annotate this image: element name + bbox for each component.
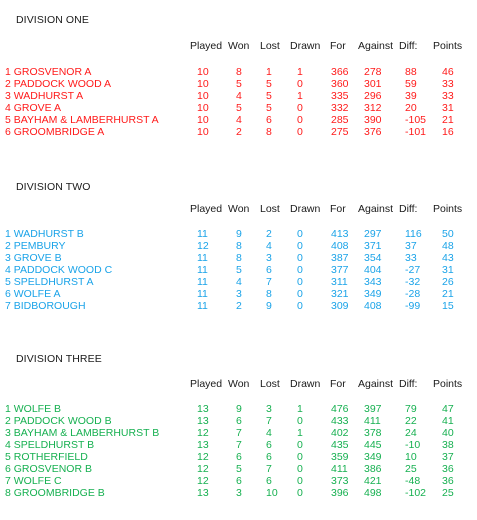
cell-points: 40 <box>442 427 454 439</box>
cell-for: 359 <box>331 451 349 463</box>
cell-drawn: 1 <box>297 427 303 439</box>
cell-lost: 7 <box>266 415 272 427</box>
cell-diff: 22 <box>405 415 417 427</box>
cell-against: 386 <box>364 463 382 475</box>
team-label: WADHURST B <box>13 228 84 240</box>
cell-lost: 5 <box>266 102 272 114</box>
column-header-lost: Lost <box>260 40 280 52</box>
cell-won: 2 <box>236 300 242 312</box>
table-row <box>0 114 477 126</box>
team-name <box>5 463 92 475</box>
table-row <box>0 276 477 288</box>
cell-against: 411 <box>364 415 381 427</box>
cell-against: 349 <box>364 451 382 463</box>
team-name <box>5 427 159 439</box>
cell-for: 360 <box>331 78 349 90</box>
cell-for: 321 <box>331 288 349 300</box>
cell-for: 433 <box>331 415 349 427</box>
cell-drawn: 0 <box>297 264 303 276</box>
cell-diff: 39 <box>405 90 417 102</box>
cell-played: 13 <box>197 403 209 415</box>
cell-diff: -10 <box>405 439 421 451</box>
cell-lost: 1 <box>266 66 272 78</box>
cell-diff: 59 <box>405 78 417 90</box>
cell-against: 278 <box>364 66 382 78</box>
cell-played: 10 <box>197 114 209 126</box>
cell-drawn: 0 <box>297 126 303 138</box>
column-header-for: For <box>330 203 346 215</box>
cell-points: 31 <box>442 264 454 276</box>
cell-against: 408 <box>364 300 382 312</box>
cell-played: 10 <box>197 90 209 102</box>
team-name <box>5 403 61 415</box>
table-row <box>0 475 477 487</box>
cell-against: 297 <box>364 228 382 240</box>
table-row <box>0 451 477 463</box>
cell-for: 377 <box>331 264 349 276</box>
cell-points: 46 <box>442 66 454 78</box>
cell-for: 413 <box>331 228 349 240</box>
cell-diff: -102 <box>405 487 427 499</box>
position-number: 6 <box>5 288 11 300</box>
team-name <box>5 102 61 114</box>
cell-won: 6 <box>236 475 242 487</box>
cell-lost: 9 <box>266 300 272 312</box>
team-label: PADDOCK WOOD C <box>13 264 113 276</box>
cell-for: 411 <box>331 463 348 475</box>
cell-points: 38 <box>442 439 454 451</box>
cell-lost: 5 <box>266 90 272 102</box>
cell-against: 445 <box>364 439 382 451</box>
cell-drawn: 0 <box>297 228 303 240</box>
cell-for: 332 <box>331 102 349 114</box>
cell-against: 378 <box>364 427 382 439</box>
table-row <box>0 252 477 264</box>
column-header-lost: Lost <box>260 203 280 215</box>
team-label: WOLFE B <box>13 403 62 415</box>
cell-for: 366 <box>331 66 349 78</box>
cell-lost: 7 <box>266 463 272 475</box>
table-row <box>0 300 477 312</box>
cell-against: 404 <box>364 264 382 276</box>
column-header-diff: Diff: <box>399 40 418 52</box>
cell-played: 11 <box>197 252 208 264</box>
column-header-won: Won <box>228 203 250 215</box>
team-label: WOLFE C <box>13 475 62 487</box>
column-header-drawn: Drawn <box>290 378 321 390</box>
table-row <box>0 66 477 78</box>
column-header-played: Played <box>190 378 223 390</box>
team-name <box>5 276 94 288</box>
cell-lost: 3 <box>266 252 272 264</box>
team-name <box>5 78 111 90</box>
cell-against: 421 <box>364 475 382 487</box>
position-number: 4 <box>5 102 11 114</box>
cell-won: 5 <box>236 463 242 475</box>
table-row <box>0 264 477 276</box>
table-row <box>0 90 477 102</box>
table-row <box>0 288 477 300</box>
cell-diff: -27 <box>405 264 421 276</box>
position-number: 7 <box>5 475 11 487</box>
team-label: GROSVENOR A <box>13 66 92 78</box>
team-name <box>5 240 66 252</box>
column-header-diff: Diff: <box>399 203 418 215</box>
division-title: DIVISION TWO <box>16 181 91 193</box>
cell-points: 33 <box>442 90 454 102</box>
cell-diff: -99 <box>405 300 421 312</box>
table-row <box>0 102 477 114</box>
cell-diff: 116 <box>405 228 422 240</box>
cell-for: 402 <box>331 427 349 439</box>
cell-lost: 6 <box>266 264 272 276</box>
cell-drawn: 1 <box>297 90 303 102</box>
team-name <box>5 288 60 300</box>
team-name <box>5 487 105 499</box>
team-label: SPELDHURST B <box>13 439 95 451</box>
cell-points: 41 <box>442 415 454 427</box>
cell-diff: -48 <box>405 475 421 487</box>
position-number: 7 <box>5 300 11 312</box>
cell-drawn: 0 <box>297 252 303 264</box>
position-number: 3 <box>5 427 11 439</box>
cell-won: 9 <box>236 403 242 415</box>
cell-points: 31 <box>442 102 454 114</box>
position-number: 4 <box>5 439 11 451</box>
cell-played: 11 <box>197 276 208 288</box>
cell-against: 390 <box>364 114 382 126</box>
column-header-for: For <box>330 378 346 390</box>
team-name <box>5 252 62 264</box>
cell-played: 10 <box>197 78 209 90</box>
team-label: PADDOCK WOOD A <box>13 78 111 90</box>
cell-won: 2 <box>236 126 242 138</box>
cell-won: 9 <box>236 228 242 240</box>
column-header-against: Against <box>358 203 394 215</box>
cell-diff: 79 <box>405 403 417 415</box>
cell-drawn: 0 <box>297 415 303 427</box>
team-name <box>5 114 159 126</box>
cell-diff: 25 <box>405 463 417 475</box>
cell-drawn: 0 <box>297 300 303 312</box>
position-number: 5 <box>5 114 11 126</box>
cell-won: 8 <box>236 66 242 78</box>
position-number: 2 <box>5 415 11 427</box>
table-row <box>0 126 477 138</box>
cell-against: 343 <box>364 276 382 288</box>
cell-won: 4 <box>236 90 242 102</box>
column-header-for: For <box>330 40 346 52</box>
cell-for: 373 <box>331 475 349 487</box>
column-header-diff: Diff: <box>399 378 418 390</box>
cell-diff: 88 <box>405 66 417 78</box>
column-header-against: Against <box>358 40 394 52</box>
cell-drawn: 0 <box>297 288 303 300</box>
cell-for: 275 <box>331 126 349 138</box>
team-label: GROSVENOR B <box>13 463 92 475</box>
cell-points: 36 <box>442 463 454 475</box>
cell-won: 4 <box>236 114 242 126</box>
position-number: 1 <box>5 403 11 415</box>
cell-lost: 5 <box>266 78 272 90</box>
cell-won: 5 <box>236 78 242 90</box>
cell-diff: -28 <box>405 288 421 300</box>
team-label: WOLFE A <box>13 288 61 300</box>
column-header-points: Points <box>433 203 463 215</box>
cell-played: 12 <box>197 240 209 252</box>
cell-for: 285 <box>331 114 349 126</box>
cell-points: 37 <box>442 451 454 463</box>
cell-lost: 4 <box>266 427 272 439</box>
column-header-points: Points <box>433 378 463 390</box>
cell-played: 11 <box>197 288 208 300</box>
position-number: 3 <box>5 252 11 264</box>
cell-won: 3 <box>236 288 242 300</box>
cell-for: 408 <box>331 240 349 252</box>
cell-for: 396 <box>331 487 349 499</box>
position-number: 6 <box>5 463 11 475</box>
column-header-lost: Lost <box>260 378 280 390</box>
team-label: BAYHAM & LAMBERHURST A <box>13 114 159 126</box>
cell-points: 36 <box>442 475 454 487</box>
cell-lost: 8 <box>266 288 272 300</box>
cell-played: 13 <box>197 415 209 427</box>
cell-against: 349 <box>364 288 382 300</box>
cell-points: 16 <box>442 126 454 138</box>
cell-for: 311 <box>331 276 348 288</box>
cell-drawn: 0 <box>297 114 303 126</box>
table-row <box>0 403 477 415</box>
cell-drawn: 0 <box>297 439 303 451</box>
cell-for: 309 <box>331 300 349 312</box>
cell-lost: 7 <box>266 276 272 288</box>
cell-lost: 8 <box>266 126 272 138</box>
cell-played: 11 <box>197 264 208 276</box>
table-row <box>0 427 477 439</box>
table-row <box>0 415 477 427</box>
cell-points: 26 <box>442 276 454 288</box>
cell-against: 301 <box>364 78 382 90</box>
cell-for: 335 <box>331 90 349 102</box>
team-label: ROTHERFIELD <box>13 451 88 463</box>
team-label: PADDOCK WOOD B <box>13 415 112 427</box>
cell-drawn: 0 <box>297 475 303 487</box>
cell-drawn: 1 <box>297 403 303 415</box>
table-row <box>0 487 477 499</box>
cell-diff: 20 <box>405 102 417 114</box>
cell-points: 21 <box>442 288 454 300</box>
team-name <box>5 66 91 78</box>
cell-lost: 10 <box>266 487 278 499</box>
cell-points: 25 <box>442 487 454 499</box>
cell-lost: 6 <box>266 114 272 126</box>
team-label: BIDBOROUGH <box>13 300 86 312</box>
position-number: 8 <box>5 487 11 499</box>
cell-against: 296 <box>364 90 382 102</box>
cell-for: 476 <box>331 403 349 415</box>
table-row <box>0 78 477 90</box>
cell-won: 5 <box>236 264 242 276</box>
cell-diff: 37 <box>405 240 417 252</box>
cell-for: 387 <box>331 252 349 264</box>
team-label: BAYHAM & LAMBERHURST B <box>13 427 160 439</box>
cell-played: 10 <box>197 66 209 78</box>
column-header-drawn: Drawn <box>290 40 321 52</box>
team-name <box>5 475 62 487</box>
cell-drawn: 1 <box>297 66 303 78</box>
cell-lost: 6 <box>266 451 272 463</box>
team-label: GROVE A <box>13 102 62 114</box>
cell-played: 12 <box>197 475 209 487</box>
cell-against: 354 <box>364 252 382 264</box>
team-name <box>5 439 94 451</box>
cell-played: 13 <box>197 439 209 451</box>
column-header-won: Won <box>228 40 250 52</box>
column-header-against: Against <box>358 378 394 390</box>
cell-diff: -105 <box>405 114 427 126</box>
cell-against: 498 <box>364 487 382 499</box>
cell-against: 312 <box>364 102 382 114</box>
cell-points: 43 <box>442 252 454 264</box>
cell-diff: 10 <box>405 451 417 463</box>
cell-drawn: 0 <box>297 102 303 114</box>
cell-played: 11 <box>197 300 208 312</box>
division-title: DIVISION ONE <box>16 14 89 26</box>
cell-drawn: 0 <box>297 78 303 90</box>
cell-points: 48 <box>442 240 454 252</box>
cell-drawn: 0 <box>297 487 303 499</box>
team-name <box>5 90 83 102</box>
cell-against: 376 <box>364 126 382 138</box>
table-row <box>0 439 477 451</box>
team-name <box>5 415 112 427</box>
team-label: GROOMBRIDGE B <box>13 487 105 499</box>
cell-lost: 2 <box>266 228 272 240</box>
position-number: 6 <box>5 126 11 138</box>
cell-played: 10 <box>197 102 209 114</box>
cell-won: 6 <box>236 415 242 427</box>
cell-won: 6 <box>236 451 242 463</box>
cell-won: 3 <box>236 487 242 499</box>
position-number: 1 <box>5 66 11 78</box>
team-label: WADHURST A <box>13 90 84 102</box>
cell-diff: -32 <box>405 276 421 288</box>
position-number: 4 <box>5 264 11 276</box>
cell-won: 8 <box>236 240 242 252</box>
cell-drawn: 0 <box>297 240 303 252</box>
cell-points: 47 <box>442 403 454 415</box>
cell-diff: -101 <box>405 126 427 138</box>
cell-won: 5 <box>236 102 242 114</box>
cell-points: 33 <box>442 78 454 90</box>
column-header-played: Played <box>190 40 223 52</box>
cell-drawn: 0 <box>297 276 303 288</box>
table-row <box>0 463 477 475</box>
cell-won: 7 <box>236 427 242 439</box>
column-header-played: Played <box>190 203 223 215</box>
table-row <box>0 240 477 252</box>
team-label: SPELDHURST A <box>13 276 94 288</box>
team-label: PEMBURY <box>13 240 66 252</box>
cell-played: 12 <box>197 427 209 439</box>
cell-lost: 4 <box>266 240 272 252</box>
cell-points: 15 <box>442 300 454 312</box>
cell-lost: 3 <box>266 403 272 415</box>
team-name <box>5 228 84 240</box>
cell-won: 4 <box>236 276 242 288</box>
team-label: GROVE B <box>13 252 62 264</box>
column-header-won: Won <box>228 378 250 390</box>
team-name <box>5 300 86 312</box>
cell-points: 50 <box>442 228 454 240</box>
cell-drawn: 0 <box>297 451 303 463</box>
cell-played: 12 <box>197 463 209 475</box>
column-header-points: Points <box>433 40 463 52</box>
division-title: DIVISION THREE <box>16 353 102 365</box>
cell-played: 12 <box>197 451 209 463</box>
position-number: 1 <box>5 228 11 240</box>
team-name <box>5 264 112 276</box>
cell-lost: 6 <box>266 475 272 487</box>
cell-diff: 33 <box>405 252 417 264</box>
cell-won: 7 <box>236 439 242 451</box>
position-number: 5 <box>5 276 11 288</box>
cell-against: 371 <box>364 240 382 252</box>
cell-won: 8 <box>236 252 242 264</box>
team-label: GROOMBRIDGE A <box>13 126 105 138</box>
team-name <box>5 126 104 138</box>
cell-lost: 6 <box>266 439 272 451</box>
position-number: 3 <box>5 90 11 102</box>
table-row <box>0 228 477 240</box>
position-number: 5 <box>5 451 11 463</box>
column-header-drawn: Drawn <box>290 203 321 215</box>
position-number: 2 <box>5 78 11 90</box>
cell-played: 10 <box>197 126 209 138</box>
cell-drawn: 0 <box>297 463 303 475</box>
cell-played: 13 <box>197 487 209 499</box>
cell-diff: 24 <box>405 427 417 439</box>
team-name <box>5 451 88 463</box>
cell-played: 11 <box>197 228 208 240</box>
position-number: 2 <box>5 240 11 252</box>
cell-points: 21 <box>442 114 454 126</box>
cell-for: 435 <box>331 439 349 451</box>
cell-against: 397 <box>364 403 382 415</box>
